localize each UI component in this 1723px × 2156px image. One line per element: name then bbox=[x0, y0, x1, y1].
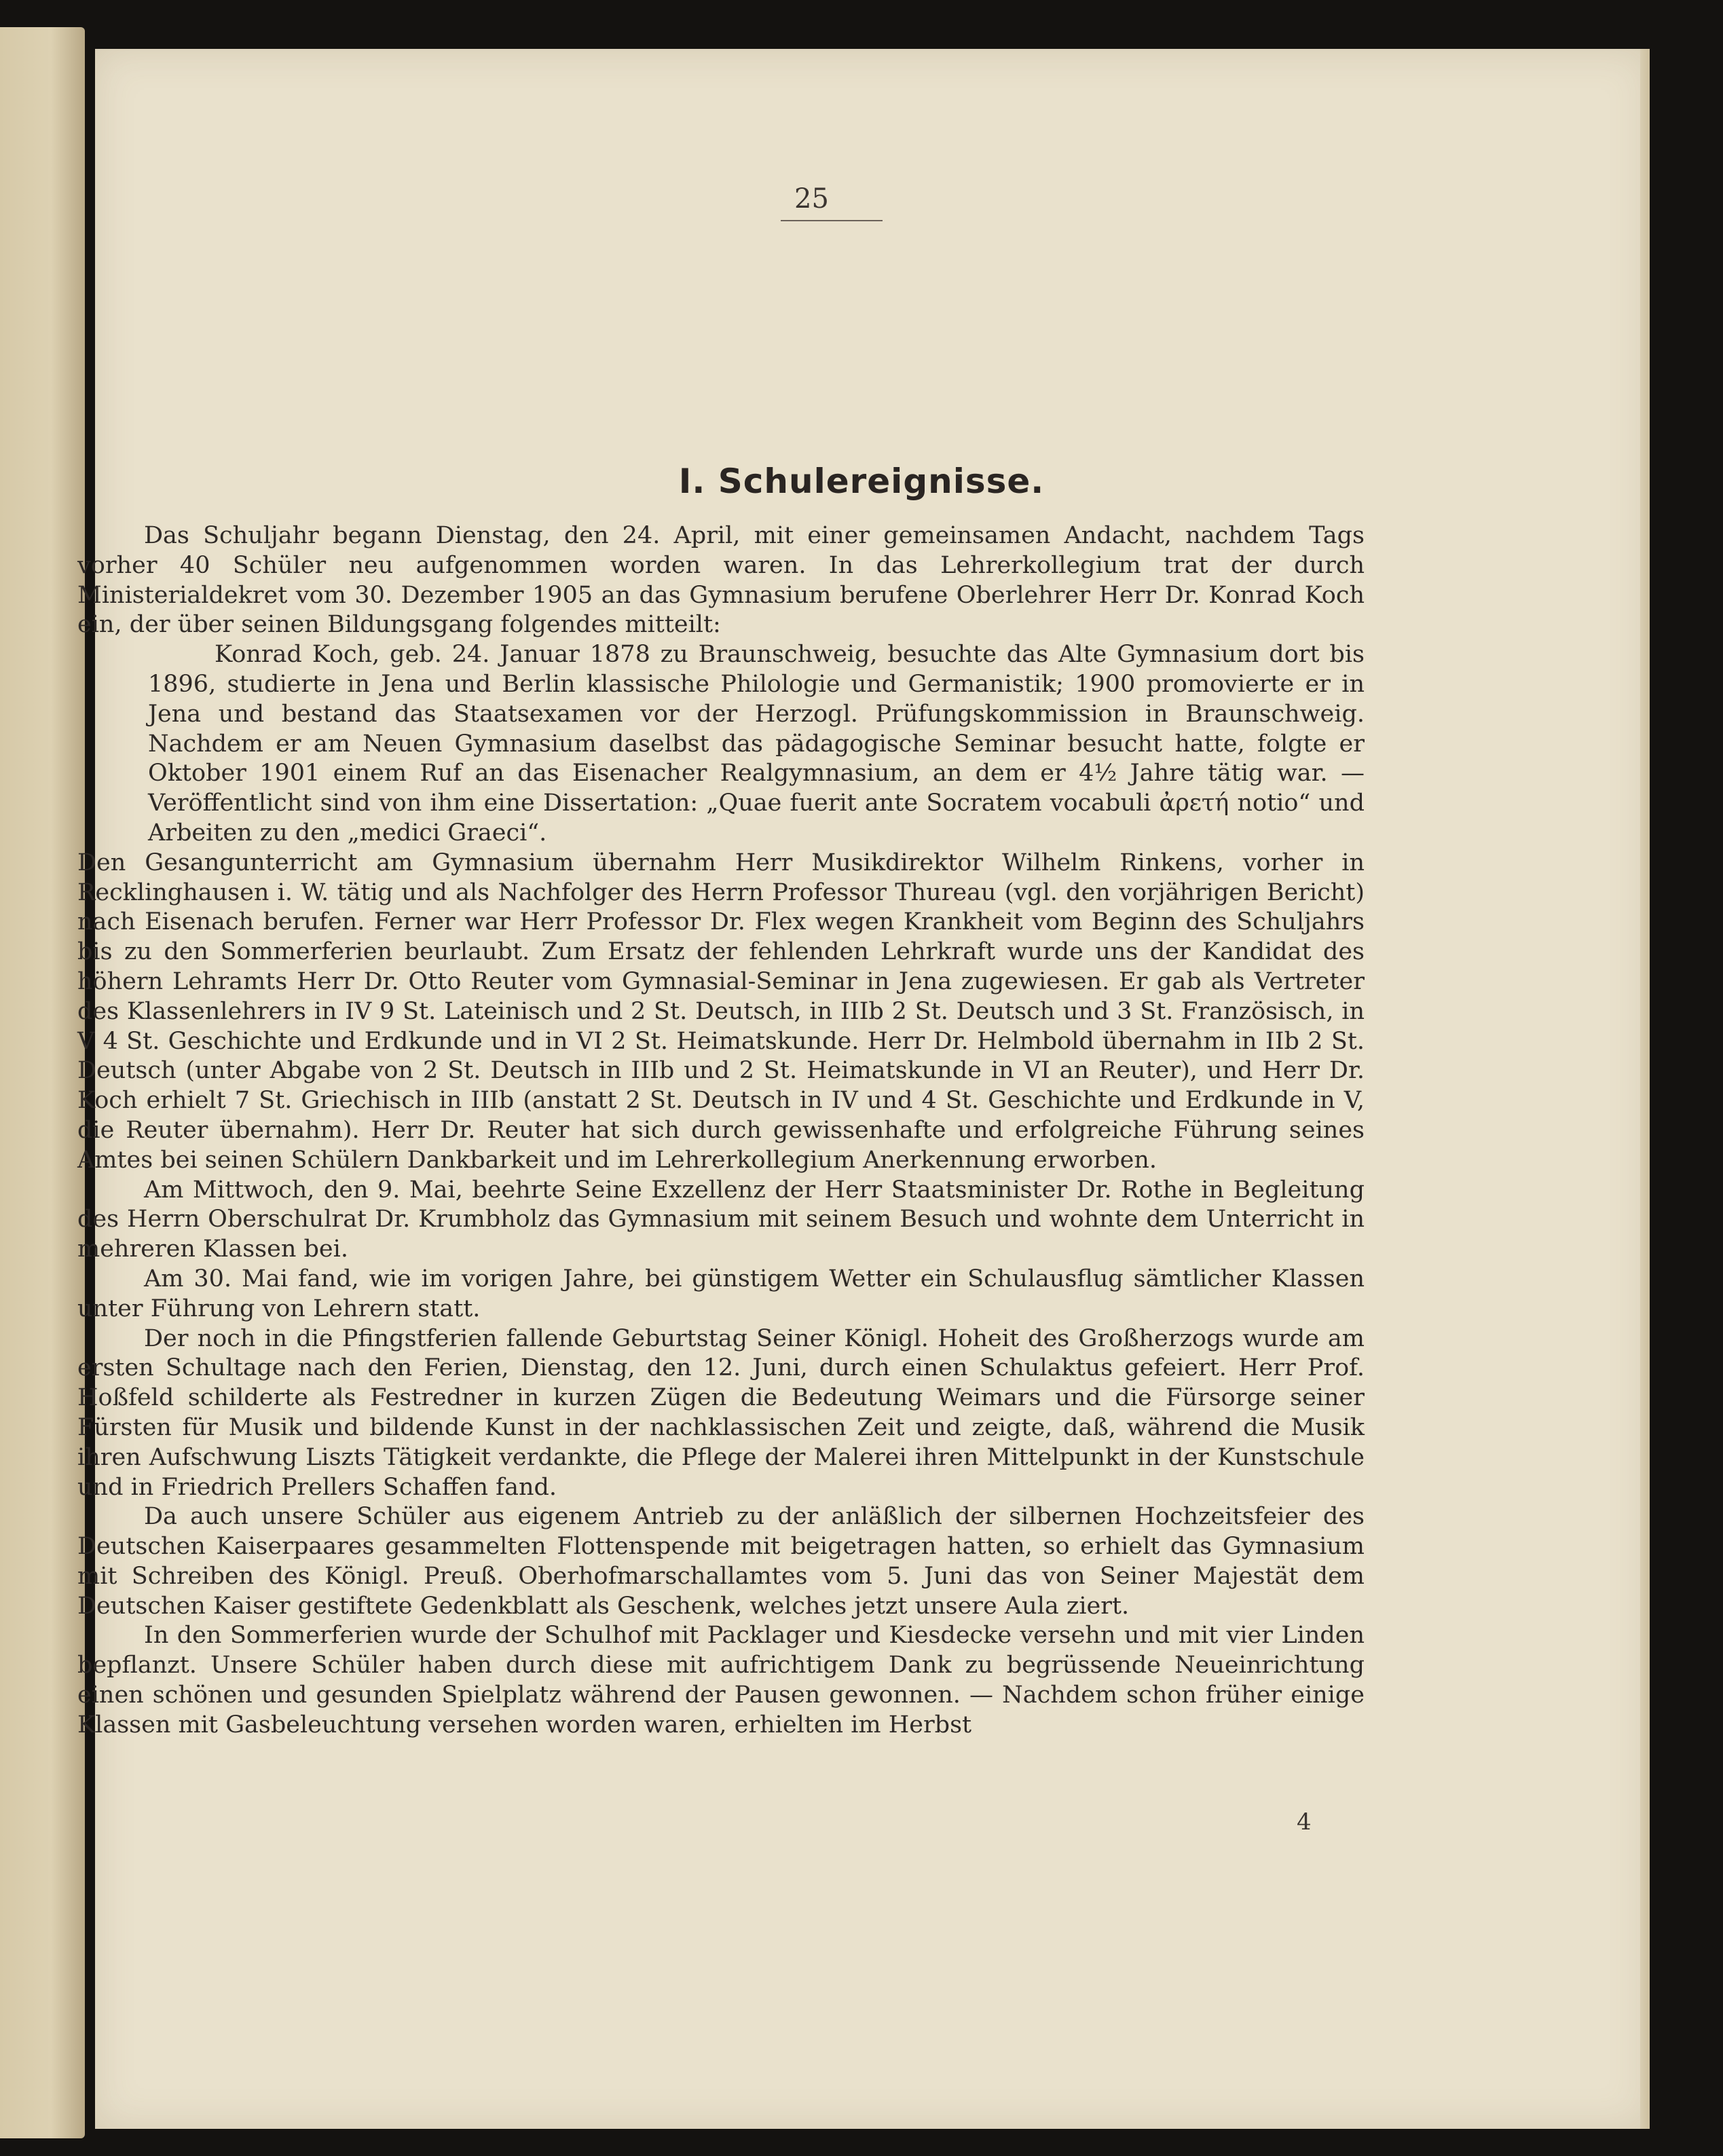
page-number: 25 bbox=[794, 183, 829, 215]
paragraph: Das Schuljahr begann Dienstag, den 24. April, mit einer gemeinsamen Andacht, nachdem Tags vorher 40 Schüler neu aufgenommen worden waren. In das Lehrerkollegium trat der durch Ministerialdekret vom 30. Dezember 1905 an das Gymnasium berufene Oberlehrer Herr Dr. Konrad Koch ein, der über seinen Bildungsgang folgendes mitteilt: bbox=[77, 522, 1365, 639]
page-edge bbox=[1640, 49, 1650, 2129]
paragraph: Da auch unsere Schüler aus eigenem Antrieb zu der anläßlich der silbernen Hochzeitsfeier des Deutschen Kaiserpaares gesammelten Flottenspende mit beigetragen hatten, so erhielt das Gymnasium mit Schreiben des Königl. Preuß. Oberhofmarschallamtes vom 5. Juni das von Seiner Majestät dem Deutschen Kaiser gestiftete Gedenkblatt als Geschenk, welches jetzt unsere Aula ziert. bbox=[77, 1503, 1365, 1620]
paragraph: Am Mittwoch, den 9. Mai, beehrte Seine Exzellenz der Herr Staatsminister Dr. Rothe in Begleitung des Herrn Oberschulrat Dr. Krumbholz das Gymnasium mit seinem Besuch und wohnte dem Unterricht in mehreren Klassen bei. bbox=[77, 1176, 1365, 1263]
paragraph: Der noch in die Pfingstferien fallende Geburtstag Seiner Königl. Hoheit des Großherzogs wurde am ersten Schultage nach den Ferien, Dienstag, den 12. Juni, durch einen Schulaktus gefeiert. Herr Prof. Hoßfeld schilderte als Festredner in kurzen Zügen die Bedeutung Weimars und die Fürsorge seiner Fürsten für Musik und bildende Kunst in der nachklassischen Zeit und zeigte, daß, während die Musik ihren Aufschwung Liszts Tätigkeit verdankte, die Pflege der Malerei ihren Mittelpunkt in der Kunstschule und in Friedrich Prellers Schaffen fand. bbox=[77, 1324, 1365, 1501]
paragraph: In den Sommerferien wurde der Schulhof mit Packlager und Kiesdecke versehn und mit vier Linden bepflanzt. Unsere Schüler haben durch diese mit aufrichtigem Dank zu begrüssende Neueinrichtung einen schönen und gesunden Spielplatz während der Pausen gewonnen. — Nachdem schon früher einige Klassen mit Gasbeleuchtung versehen worden waren, erhielten im Herbst bbox=[77, 1622, 1365, 1739]
paragraph: Den Gesangunterricht am Gymnasium übernahm Herr Musikdirektor Wilhelm Rinkens, vorher in Recklinghausen i. W. tätig und als Nachfolger des Herrn Professor Thureau (vgl. den vorjährigen Bericht) nach Eisenach berufen. Ferner war Herr Professor Dr. Flex wegen Krankheit vom Beginn des Schuljahrs bis zu den Sommerferien beurlaubt. Zum Ersatz der fehlenden Lehrkraft wurde uns der Kandidat des höhern Lehramts Herr Dr. Otto Reuter vom Gymnasial-Seminar in Jena zugewiesen. Er gab als Vertreter des Klassenlehrers in IV 9 St. Lateinisch und 2 St. Deutsch, in IIIb 2 St. Deutsch und 3 St. Französisch, in V 4 St. Geschichte und Erdkunde und in VI 2 St. Heimatskunde. Herr Dr. Helmbold übernahm in IIb 2 St. Deutsch (unter Abgabe von 2 St. Deutsch in IIIb und 2 St. Heimatskunde in VI an Reuter), und Herr Dr. Koch erhielt 7 St. Griechisch in IIIb (anstatt 2 St. Deutsch in IV und 4 St. Geschichte und Erdkunde in V, die Reuter übernahm). Herr Dr. Reuter hat sich durch gewissenhafte und erfolgreiche Führung seines Amtes bei seinen Schülern Dankbarkeit und im Lehrerkollegium Anerkennung erworben. bbox=[77, 849, 1365, 1174]
left-page-edge bbox=[0, 27, 85, 2138]
body-text bbox=[77, 521, 1365, 1741]
signature-mark: 4 bbox=[1297, 1808, 1312, 1836]
paragraph: Am 30. Mai fand, wie im vorigen Jahre, bei günstigem Wetter ein Schulausflug sämtlicher Klassen unter Führung von Lehrern statt. bbox=[77, 1265, 1365, 1322]
page-number-rule bbox=[781, 220, 883, 221]
section-heading: I. Schulereignisse. bbox=[678, 462, 1045, 501]
biography-paragraph: Konrad Koch, geb. 24. Januar 1878 zu Braunschweig, besuchte das Alte Gymnasium dort bis 1896, studierte in Jena und Berlin klassische Philologie und Germanistik; 1900 promovierte er in Jena und bestand das Staatsexamen vor der Herzogl. Prüfungskommission in Braunschweig. Nachdem er am Neuen Gymnasium daselbst das pädagogische Seminar besucht hatte, folgte er Oktober 1901 einem Ruf an das Eisenacher Realgymnasium, an dem er 4½ Jahre tätig war. — Veröffentlicht sind von ihm eine Dissertation: „Quae fuerit ante Socratem vocabuli ἀρετή notio“ und Arbeiten zu den „medici Graeci“. bbox=[148, 641, 1365, 847]
